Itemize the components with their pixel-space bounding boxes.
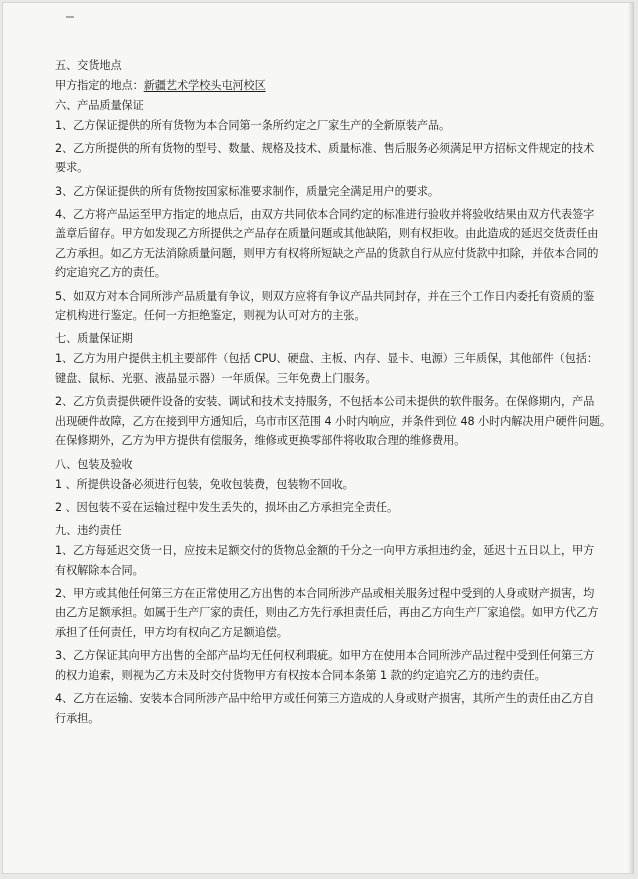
delivery-location-line [55, 76, 603, 96]
clause-paragraph [55, 475, 603, 495]
paragraph-gap [55, 728, 603, 732]
page-edge-shadow [628, 2, 634, 874]
clause-paragraph [55, 584, 603, 643]
clause-line: 约定追究乙方的责任。 [55, 266, 166, 280]
clause-line: 4、乙方将产品运至甲方指定的地点后，由双方共同依本合同约定的标准进行验收并将验收结果由双方代表签字 [55, 207, 595, 221]
clause-line: 由乙方足额承担。如属于生产厂家的责任，则由乙方先行承担责任后，再由乙方向生产厂家追偿。如甲方代乙方 [55, 606, 599, 620]
clause-paragraph [55, 349, 603, 388]
scanned-page [2, 2, 634, 874]
clause-line: 2 、因包装不妥在运输过程中发生丢失的，损坏由乙方承担完全责任。 [55, 500, 399, 514]
section-heading: 六、产品质量保证 [55, 98, 144, 112]
clause-paragraph [55, 116, 603, 136]
clause-line: 5、如双方对本合同所涉产品质量有争议，则双方应将有争议产品共同封存，并在三个工作日内委托有资质的鉴 [55, 289, 595, 303]
clause-line: 3、乙方保证提供的所有货物按国家标准要求制作，质量完全满足用户的要求。 [55, 184, 439, 198]
section-heading: 九、违约责任 [55, 524, 122, 538]
clause-line: 1、乙方为用户提供主机主要部件（包括 CPU、硬盘、主板、内存、显卡、电源）三年质保，其他部件（包括： [55, 352, 598, 366]
delivery-location-label: 甲方指定的地点： [55, 79, 144, 92]
clause-line: 出现硬件故障，乙方在接到甲方通知后，乌市市区范围 4 小时内响应，并条件到位 48 小时内解决用户硬件问题。 [55, 414, 611, 428]
clause-paragraph [55, 689, 603, 728]
clause-line: 2、乙方所提供的所有货物的型号、数量、规格及技术、质量标准、售后服务必须满足甲方招标文件规定的技术 [55, 141, 595, 155]
section-heading: 八、包装及验收 [55, 457, 133, 471]
clause-line: 要求。 [55, 161, 89, 175]
clause-paragraph [55, 287, 603, 326]
clause-line: 行承担。 [55, 711, 100, 725]
section-heading: 五、交货地点 [55, 59, 122, 72]
clause-paragraph [55, 541, 603, 580]
clause-line: 盖章后留存。甲方如发现乙方所提供之产品存在质量问题或其他缺陷，则有权拒收。由此造成的延迟交货责任由 [55, 227, 599, 241]
delivery-location-value: 新疆艺术学校头屯河校区 [143, 79, 266, 92]
clause-paragraph [55, 139, 603, 178]
clause-line: 在保修期外，乙方为甲方提供有偿服务，维修或更换零部件将收取合理的维修费用。 [55, 434, 466, 448]
scan-mark [66, 16, 74, 18]
clause-line: 有权解除本合同。 [55, 563, 144, 577]
clause-line: 2、甲方或其他任何第三方在正常使用乙方出售的本合同所涉产品或相关服务过程中受到的人身或财产损害，均 [55, 586, 595, 600]
clause-paragraph [55, 646, 603, 685]
clause-line: 1 、所提供设备必须进行包装，免收包装费，包装物不回收。 [55, 477, 354, 491]
clause-line: 4、乙方在运输、安装本合同所涉产品中给甲方或任何第三方造成的人身或财产损害，其所产生的责任由乙方自 [55, 692, 595, 706]
clause-paragraph [55, 392, 611, 451]
clause-line: 1、乙方每延迟交货一日，应按未足额交付的货物总金额的千分之一向甲方承担违约金，延迟十五日以上，甲方 [55, 544, 595, 558]
clause-paragraph [55, 182, 603, 202]
clause-line: 1、乙方保证提供的所有货物为本合同第一条所约定之厂家生产的全新原装产品。 [55, 118, 451, 132]
section-heading: 七、质量保证期 [55, 332, 133, 346]
clause-line: 乙方承担。如乙方无法消除质量问题，则甲方有权将所短缺之产品的货款自行从应付货款中扣除，并依本合同的 [55, 246, 599, 260]
contract-text [55, 56, 611, 732]
clause-line: 承担了任何责任，甲方均有权向乙方足额追偿。 [55, 625, 288, 639]
clause-line: 键盘、鼠标、光驱、液晶显示器）一年质保。三年免费上门服务。 [55, 371, 377, 385]
clause-line: 2、乙方负责提供硬件设备的安装、调试和技术支持服务，不包括本公司未提供的软件服务。在保修期内，产品 [55, 395, 595, 409]
clause-line: 定机构进行鉴定。任何一方拒绝鉴定，则视为认可对方的主张。 [55, 309, 366, 323]
clause-paragraph [55, 205, 603, 283]
clause-line: 3、乙方保证其向甲方出售的全部产品均无任何权利瑕疵。如甲方在使用本合同所涉产品过程中受到任何第三方 [55, 649, 595, 663]
clause-paragraph [55, 498, 603, 518]
clause-line: 的权力追索，则视为乙方未及时交付货物甲方有权按本合同本条第 1 款的约定追究乙方的违约责任。 [55, 668, 546, 682]
